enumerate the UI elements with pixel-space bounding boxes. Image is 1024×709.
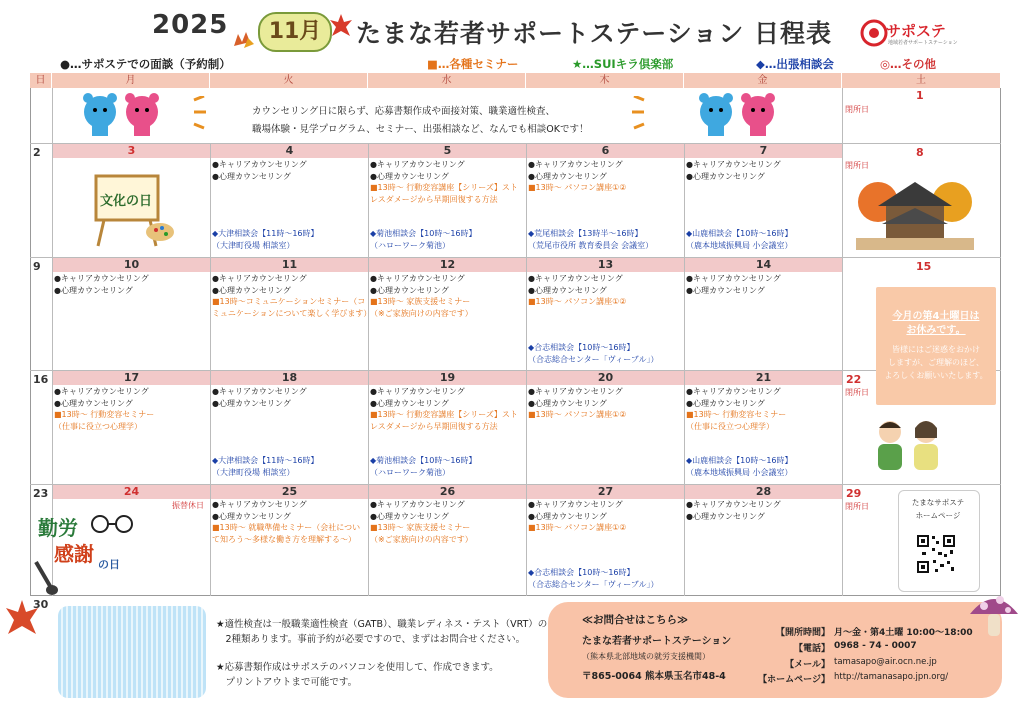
cell-mon-10 [54, 273, 149, 296]
event-seminar: ■13時～ パソコン講座①② [528, 297, 627, 306]
cell-fri-28 [686, 499, 781, 522]
date-sat-1: 1 [916, 89, 924, 102]
homepage-qr-label-1: たまなサポステ [911, 498, 965, 507]
event-seminar: ■13時～ 行動変容講座【シリーズ】スト [370, 410, 518, 419]
event-psych: ●心理カウンセリング [212, 398, 291, 408]
cell-tue-18 [212, 386, 307, 409]
closed-day-label: 閉所日 [845, 388, 869, 397]
date-tue-25: 25 [211, 485, 368, 499]
date-mon-3: 3 [53, 144, 210, 158]
homepage-link[interactable]: http://tamanasapo.jpn.org/ [834, 672, 949, 682]
date-wed-26: 26 [369, 485, 526, 499]
event-seminar-desc: （仕事に役立つ心理学） [54, 421, 142, 431]
event-outreach-place: （鹿本地域振興局 小会議室） [686, 467, 793, 477]
cell-thu-6 [528, 159, 626, 194]
sparkle-marks-icon [630, 96, 646, 130]
contact-org-sub: （熊本県北部地域の就労支援機関） [582, 652, 710, 661]
hours-value: 月～金・第4土曜 10:00～18:00 [834, 628, 973, 638]
mail-label: 【メール】 [785, 660, 830, 670]
substitute-holiday-label: 振替休日 [172, 501, 204, 510]
event-career: ●キャリアカウンセリング [370, 160, 465, 169]
date-wed-19: 19 [369, 371, 526, 385]
date-mon-10: 10 [53, 258, 210, 272]
mascot-characters-icon [694, 92, 780, 138]
intro-line-2: 職場体験・見学プログラム、セミナー、出張相談など、なんでも相談OKです！ [252, 124, 589, 135]
application-note-line-1: ★応募書類作成はサポステのパソコンを使用して、作成できます。 [216, 662, 499, 673]
application-note-line-2: プリントアウトまで可能です。 [216, 677, 358, 688]
legend-other: ◎…その他 [880, 57, 937, 71]
event-seminar-desc: ミュニケーションについて楽しく学びます） [212, 308, 372, 318]
event-outreach: ◆合志相談会【10時～16時】 [528, 343, 635, 352]
event-seminar: ■13時～ 家族支援セミナー [370, 297, 471, 306]
day-header-wed: 水 [368, 73, 526, 88]
mushroom-icon [966, 584, 1022, 642]
day-header-sat: 土 [842, 73, 1001, 88]
hours-label: 【開所時間】 [775, 628, 830, 638]
aptitude-note-line-1: ★適性検査は一般職業適性検査（GATB）、職業レディネス・テスト（VRT）の [216, 619, 548, 630]
cell-wed-19 [370, 386, 518, 432]
event-psych: ●心理カウンセリング [528, 398, 607, 408]
event-outreach: ◆合志相談会【10時～16時】 [528, 568, 635, 577]
contact-org: たまな若者サポートステーション [582, 636, 732, 647]
event-outreach: ◆菊池相談会【10時～16時】 [370, 456, 477, 465]
shovel-icon [30, 560, 58, 596]
page-title: たまな若者サポートステーション 日程表 [356, 19, 832, 48]
day-header-mon: 月 [52, 73, 210, 88]
date-tue-11: 11 [211, 258, 368, 272]
event-psych: ●心理カウンセリング [54, 398, 133, 408]
event-seminar: ■13時～コミュニケーションセミナー（コ [212, 297, 366, 306]
homepage-label: 【ホームページ】 [758, 675, 830, 685]
event-career: ●キャリアカウンセリング [370, 274, 465, 283]
notice-body [880, 343, 992, 382]
legend-outreach: ◆…出張相談会 [756, 57, 834, 71]
event-seminar: ■13時～ パソコン講座①② [528, 183, 627, 192]
mascot-characters-icon [78, 92, 164, 138]
culture-day-label: 文化の日 [100, 194, 153, 209]
event-career: ●キャリアカウンセリング [528, 160, 623, 169]
event-career: ●キャリアカウンセリング [686, 387, 781, 396]
cell-thu-27 [528, 499, 626, 534]
cell-tue-4 [212, 159, 307, 182]
cell-fri-7 [686, 159, 781, 182]
autumn-shrine-icon [856, 172, 974, 252]
event-seminar-desc: （※ご家族向けの内容です） [370, 308, 473, 318]
event-seminar-desc: （仕事に役立つ心理学） [686, 421, 774, 431]
event-outreach-place: （合志総合センター「ヴィーブル」） [528, 354, 659, 364]
event-psych: ●心理カウンセリング [528, 285, 607, 295]
date-thu-27: 27 [527, 485, 684, 499]
notice-body-line-2: しますが、ご理解のほど、 [888, 358, 984, 367]
cell-mon-17 [54, 386, 154, 432]
cell-tue-18-outreach [212, 455, 319, 478]
cell-thu-27-outreach [528, 567, 658, 590]
date-sun-16: 16 [33, 373, 49, 386]
event-career: ●キャリアカウンセリング [370, 500, 465, 509]
date-mon-17: 17 [53, 371, 210, 385]
notice-title [880, 310, 992, 338]
event-psych: ●心理カウンセリング [212, 285, 291, 295]
tel-label: 【電話】 [793, 644, 830, 654]
cell-fri-14 [686, 273, 781, 296]
event-seminar-desc: レスダメージから早期回復する方法 [370, 421, 498, 431]
event-career: ●キャリアカウンセリング [686, 274, 781, 283]
event-outreach-place: （ハローワーク菊池） [370, 240, 450, 250]
event-psych: ●心理カウンセリング [686, 171, 765, 181]
cell-thu-20 [528, 386, 626, 421]
date-tue-4: 4 [211, 144, 368, 158]
event-outreach: ◆大津相談会【11時～16時】 [212, 456, 319, 465]
sky-illustration [58, 606, 206, 698]
maple-leaf-icon [328, 12, 354, 40]
event-career: ●キャリアカウンセリング [528, 387, 623, 396]
date-fri-7: 7 [685, 144, 842, 158]
event-outreach: ◆大津相談会【11時～16時】 [212, 229, 319, 238]
labor-thanks-text-1: 勤労 [38, 516, 78, 540]
closed-day-label: 閉所日 [845, 105, 869, 114]
event-outreach: ◆菊池相談会【10時～16時】 [370, 229, 477, 238]
day-header-fri: 金 [684, 73, 842, 88]
cell-tue-11 [212, 273, 371, 319]
sparkle-marks-icon [192, 96, 208, 130]
event-outreach: ◆山鹿相談会【10時～16時】 [686, 229, 793, 238]
event-outreach-place: （大津町役場 相談室） [212, 467, 295, 477]
event-psych: ●心理カウンセリング [686, 511, 765, 521]
calendar-month-badge: 11月 [258, 12, 332, 52]
application-docs-note [216, 660, 499, 690]
notice-body-line-1: 皆様にはご迷惑をおかけ [892, 345, 980, 354]
event-seminar-desc: レスダメージから早期回復する方法 [370, 194, 498, 204]
event-outreach-place: （大津町役場 相談室） [212, 240, 295, 250]
event-psych: ●心理カウンセリング [686, 398, 765, 408]
event-career: ●キャリアカウンセリング [212, 500, 307, 509]
logo-subtext: 地域若者サポートステーション [888, 40, 958, 46]
cell-thu-6-outreach [528, 228, 653, 251]
event-seminar: ■13時～ 就職準備セミナー（会社につい [212, 523, 361, 532]
date-mon-24: 24 [53, 485, 210, 499]
date-sun-9: 9 [33, 260, 41, 273]
event-seminar-desc: て知ろう～多様な働き方を理解する～） [212, 534, 356, 544]
event-seminar-desc: （※ご家族向けの内容です） [370, 534, 473, 544]
event-psych: ●心理カウンセリング [528, 171, 607, 181]
qr-code-icon[interactable] [916, 534, 956, 574]
date-thu-13: 13 [527, 258, 684, 272]
event-seminar: ■13時～ 行動変容セミナー [686, 410, 787, 419]
day-header-sun: 日 [30, 73, 52, 88]
date-fri-14: 14 [685, 258, 842, 272]
event-seminar: ■13時～ 行動変容講座【シリーズ】スト [370, 183, 518, 192]
cell-wed-5-outreach [370, 228, 477, 251]
date-thu-6: 6 [527, 144, 684, 158]
intro-line-1: カウンセリング日に限らず、応募書類作成や面接対策、職業適性検査、 [252, 106, 556, 117]
event-psych: ●心理カウンセリング [54, 285, 133, 295]
contact-heading: ≪お問合せはこちら≫ [582, 614, 688, 626]
cell-wed-5 [370, 159, 518, 205]
event-outreach-place: （ハローワーク菊池） [370, 467, 450, 477]
event-career: ●キャリアカウンセリング [528, 274, 623, 283]
cell-fri-21 [686, 386, 786, 432]
event-psych: ●心理カウンセリング [370, 398, 449, 408]
event-psych: ●心理カウンセリング [370, 511, 449, 521]
date-sun-2: 2 [33, 146, 41, 159]
event-career: ●キャリアカウンセリング [528, 500, 623, 509]
date-sat-29: 29 [846, 487, 862, 500]
notice-title-line-1: 今月の第4土曜日は [892, 311, 980, 322]
event-career: ●キャリアカウンセリング [212, 387, 307, 396]
date-tue-18: 18 [211, 371, 368, 385]
date-sat-15: 15 [916, 260, 932, 273]
bowing-people-icon [872, 414, 948, 472]
event-career: ●キャリアカウンセリング [212, 274, 307, 283]
date-fri-28: 28 [685, 485, 842, 499]
closed-day-label: 閉所日 [845, 502, 869, 511]
cell-tue-4-outreach [212, 228, 319, 251]
event-career: ●キャリアカウンセリング [54, 387, 149, 396]
homepage-qr-label-2: ホームページ [915, 511, 961, 520]
cell-thu-13 [528, 273, 626, 308]
event-psych: ●心理カウンセリング [212, 171, 291, 181]
event-career: ●キャリアカウンセリング [212, 160, 307, 169]
legend-sui: ★…SUIキラ倶楽部 [572, 57, 674, 71]
contact-address: 〒865-0064 熊本県玉名市48-4 [582, 671, 726, 682]
closed-day-label: 閉所日 [845, 161, 869, 170]
event-psych: ●心理カウンセリング [370, 171, 449, 181]
event-career: ●キャリアカウンセリング [686, 160, 781, 169]
legend-seminar: ■…各種セミナー [427, 57, 519, 71]
day-header-tue: 火 [210, 73, 368, 88]
mail-link[interactable]: tamasapo@air.ocn.ne.jp [834, 657, 937, 667]
event-seminar: ■13時～ パソコン講座①② [528, 523, 627, 532]
event-psych: ●心理カウンセリング [686, 285, 765, 295]
calendar-year: 2025 [152, 10, 229, 40]
event-seminar: ■13時～ 家族支援セミナー [370, 523, 471, 532]
cell-wed-12 [370, 273, 473, 319]
culture-day-easel-icon [90, 170, 176, 248]
glasses-icon [88, 514, 136, 534]
event-psych: ●心理カウンセリング [528, 511, 607, 521]
cell-tue-25 [212, 499, 360, 545]
date-thu-20: 20 [527, 371, 684, 385]
aptitude-test-note [216, 617, 547, 647]
event-career: ●キャリアカウンセリング [54, 274, 149, 283]
logo-text: サポステ [886, 22, 946, 40]
cell-wed-19-outreach [370, 455, 477, 478]
event-outreach: ◆荒尾相談会【13時半～16時】 [528, 229, 643, 238]
event-outreach-place: （合志総合センター「ヴィーブル」） [528, 579, 659, 589]
event-seminar: ■13時～ 行動変容セミナー [54, 410, 155, 419]
labor-thanks-text-2: 感謝 [54, 542, 94, 566]
cell-wed-26 [370, 499, 473, 545]
date-sat-22: 22 [846, 373, 862, 386]
date-sun-23: 23 [33, 487, 49, 500]
event-career: ●キャリアカウンセリング [686, 500, 781, 509]
labor-thanks-text-3: の日 [98, 558, 120, 571]
event-career: ●キャリアカウンセリング [370, 387, 465, 396]
cell-thu-13-outreach [528, 342, 658, 365]
event-psych: ●心理カウンセリング [212, 511, 291, 521]
event-psych: ●心理カウンセリング [370, 285, 449, 295]
autumn-leaf-icon [228, 28, 258, 50]
notice-body-line-3: よろしくお願いいたします。 [884, 371, 988, 380]
date-sun-30: 30 [33, 598, 49, 611]
date-wed-5: 5 [369, 144, 526, 158]
event-outreach-place: （荒尾市役所 教育委員会 会議室） [528, 240, 654, 250]
event-outreach: ◆山鹿相談会【10時～16時】 [686, 456, 793, 465]
day-header-thu: 木 [526, 73, 684, 88]
date-sat-8: 8 [916, 146, 924, 159]
event-seminar: ■13時～ パソコン講座①② [528, 410, 627, 419]
date-wed-12: 12 [369, 258, 526, 272]
grid-line [842, 88, 843, 596]
date-fri-21: 21 [685, 371, 842, 385]
maple-leaf-icon [0, 596, 44, 644]
legend-interview: ●…サポステでの面談（予約制） [60, 57, 231, 71]
logo-mark-icon [860, 19, 888, 47]
cell-fri-21-outreach [686, 455, 793, 478]
event-outreach-place: （鹿本地域振興局 小会議室） [686, 240, 793, 250]
notice-title-line-2: お休みです。 [906, 325, 966, 336]
cell-fri-7-outreach [686, 228, 793, 251]
tel-value[interactable]: 0968 - 74 - 0007 [834, 641, 917, 651]
aptitude-note-line-2: 2種類あります。事前予約が必要ですので、まずはお問合せください。 [216, 634, 526, 645]
